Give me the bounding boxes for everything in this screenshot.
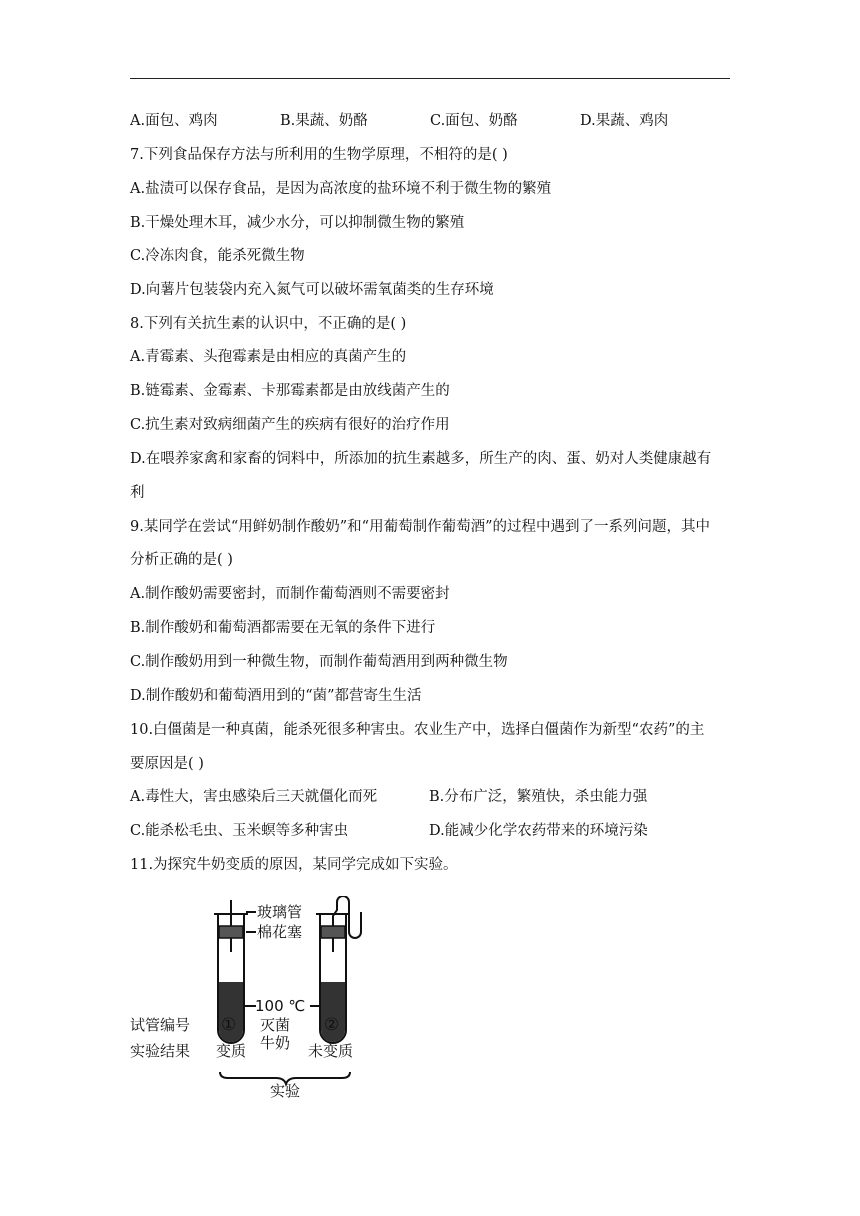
q9-option-d: D.制作酸奶和葡萄酒用到的“菌”都营寄生生活 [130,688,422,704]
cotton-plug-1 [219,926,243,938]
q9-option-b: B.制作酸奶和葡萄酒都需要在无氧的条件下进行 [130,620,436,636]
q7-option-c: C.冷冻肉食，能杀死微生物 [130,248,305,264]
q10-stem-cont: 要原因是( ) [130,756,204,772]
q10-option-c: C.能杀松毛虫、玉米螟等多种害虫 [130,823,349,839]
tube-1-number: ① [221,1015,237,1035]
result-row-label: 实验结果 [130,1042,191,1060]
q8-option-d-cont: 利 [130,485,145,501]
milk-experiment-figure [128,896,368,1106]
cotton-plug-label: 棉花塞 [257,923,303,941]
sterilized-label-1: 100 ℃ [255,997,306,1015]
sterilized-label-3: 牛奶 [260,1034,291,1052]
q7-option-b: B.干燥处理木耳，减少水分，可以抑制微生物的繁殖 [130,215,465,231]
q8-option-c: C.抗生素对致病细菌产生的疾病有很好的治疗作用 [130,417,450,433]
tube-number-row-label: 试管编号 [130,1016,191,1034]
q10-option-d: D.能减少化学农药带来的环境污染 [429,823,648,839]
sterilized-label-2: 灭菌 [260,1016,291,1034]
q6-option-b: B.果蔬、奶酪 [280,113,368,129]
q8-option-d: D.在喂养家禽和家畜的饲料中，所添加的抗生素越多，所生产的肉、蛋、奶对人类健康越有 [130,451,712,467]
bracket-label: 实验 [270,1082,301,1100]
q9-option-a: A.制作酸奶需要密封，而制作葡萄酒则不需要密封 [130,586,450,602]
q7-option-d: D.向薯片包装袋内充入氮气可以破坏需氧菌类的生存环境 [130,282,494,298]
q10-option-b: B.分布广泛，繁殖快，杀虫能力强 [429,789,648,805]
q6-option-d: D.果蔬、鸡肉 [580,113,669,129]
q6-option-a: A.面包、鸡肉 [130,113,218,129]
q10-option-a: A.毒性大，害虫感染后三天就僵化而死 [130,789,378,805]
glass-tube-label: 玻璃管 [257,903,303,921]
q10-stem: 10.白僵菌是一种真菌，能杀死很多种害虫。农业生产中，选择白僵菌作为新型“农药”的主 [130,722,705,738]
q6-option-c: C.面包、奶酪 [430,113,518,129]
q9-stem-cont: 分析正确的是( ) [130,552,233,568]
q8-option-b: B.链霉素、金霉素、卡那霉素都是由放线菌产生的 [130,383,450,399]
q9-stem: 9.某同学在尝试“用鲜奶制作酸奶”和“用葡萄制作葡萄酒”的过程中遇到了一系列问题，其中 [130,519,710,535]
q7-option-a: A.盐渍可以保存食品，是因为高浓度的盐环境不利于微生物的繁殖 [130,181,552,197]
cotton-plug-2 [321,926,345,938]
tube-2-number: ② [324,1015,340,1035]
q8-stem: 8.下列有关抗生素的认识中，不正确的是( ) [130,316,407,332]
q8-option-a: A.青霉素、头孢霉素是由相应的真菌产生的 [130,349,407,365]
milk-experiment-diagram [128,896,368,1106]
q9-option-c: C.制作酸奶用到一种微生物，而制作葡萄酒用到两种微生物 [130,654,508,670]
header-rule [130,78,730,79]
tube-1-result: 变质 [216,1042,247,1060]
q11-stem: 11.为探究牛奶变质的原因，某同学完成如下实验。 [130,857,458,873]
q7-stem: 7.下列食品保存方法与所利用的生物学原理，不相符的是( ) [130,147,508,163]
tube-2-result: 未变质 [308,1042,354,1060]
